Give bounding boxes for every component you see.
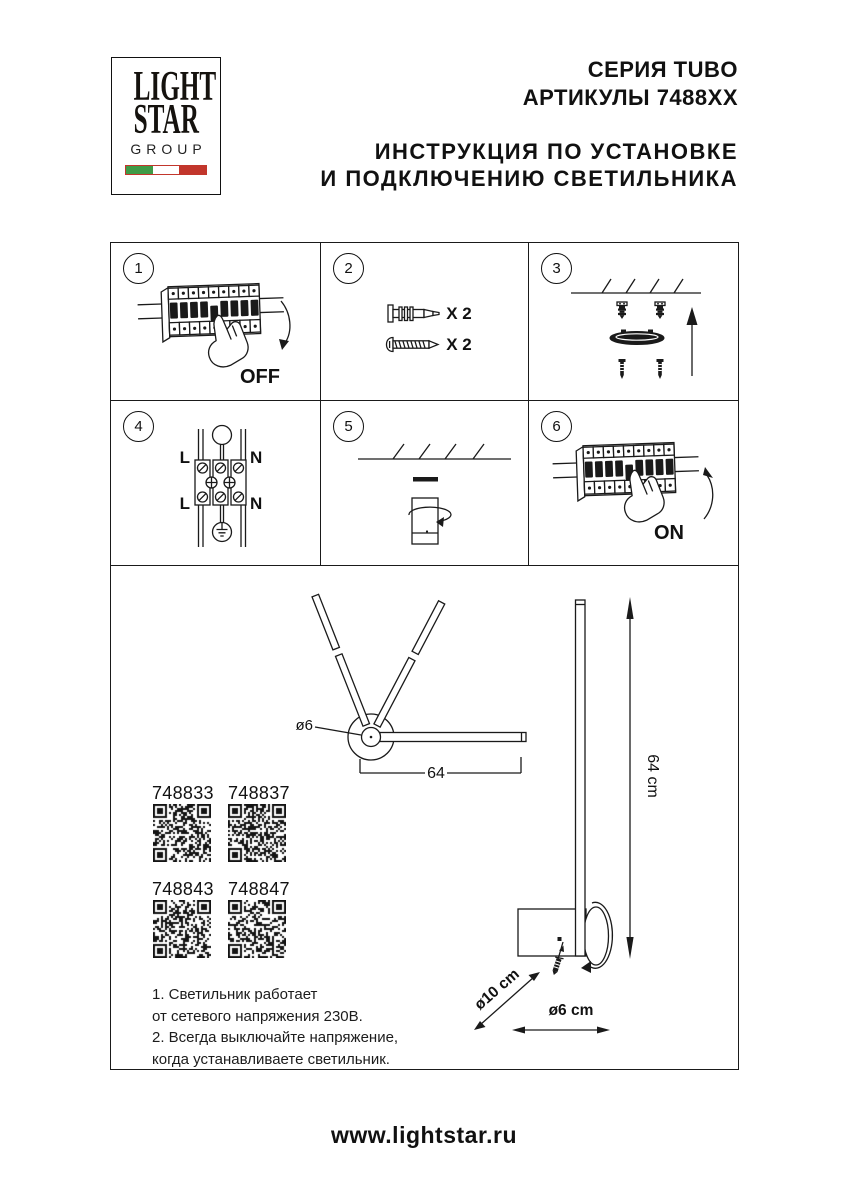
logo-text-group: GROUP bbox=[130, 141, 207, 157]
dim-line-height bbox=[626, 597, 633, 959]
arrow-up-icon bbox=[687, 307, 698, 376]
instruction-title bbox=[320, 138, 738, 192]
terminal-label-l-top: L bbox=[179, 448, 190, 467]
lamp-tube-horizontal bbox=[380, 733, 526, 742]
step-2-number-badge: 2 bbox=[333, 253, 364, 284]
lamp-side-view bbox=[471, 597, 661, 1034]
terminal-block-icon bbox=[195, 460, 246, 505]
step-4-number-badge: 4 bbox=[123, 411, 154, 442]
step-3-number-badge: 3 bbox=[541, 253, 572, 284]
note-line: от сетевого напряжения 230В. bbox=[152, 1007, 363, 1025]
screw-icon bbox=[619, 359, 626, 379]
document-header bbox=[320, 56, 738, 192]
arrow-down-icon bbox=[279, 301, 290, 350]
on-label: ON bbox=[654, 522, 684, 544]
step-3-cell bbox=[529, 243, 738, 401]
terminal-label-n-top: N bbox=[250, 448, 263, 467]
article-number: 748843 bbox=[152, 879, 214, 899]
qr-code bbox=[153, 900, 211, 958]
article-number: 748837 bbox=[228, 783, 290, 803]
dim-line-base-width bbox=[512, 1027, 610, 1034]
step-4-cell bbox=[111, 401, 321, 566]
article-number: 748833 bbox=[152, 783, 214, 803]
logo-text-star: STAR bbox=[133, 97, 199, 143]
lamp-wire-end-icon bbox=[213, 426, 232, 445]
note-line: когда устанавливаете светильник. bbox=[152, 1050, 390, 1068]
wall-plug-icon bbox=[617, 302, 627, 319]
instruction-grid bbox=[110, 242, 739, 1070]
step-6-number-badge: 6 bbox=[541, 411, 572, 442]
wall-plug-qty-label: X 2 bbox=[446, 304, 472, 323]
series-title: СЕРИЯ TUBO bbox=[587, 57, 738, 82]
qr-code bbox=[228, 900, 286, 958]
lamp-base-endcap bbox=[584, 907, 609, 965]
terminal-label-l-bottom: L bbox=[179, 494, 190, 513]
articles-title: АРТИКУЛЫ 7488XX bbox=[522, 85, 738, 110]
mounting-plate-icon bbox=[610, 330, 664, 345]
article-number: 748847 bbox=[228, 879, 290, 899]
step-5-number-badge: 5 bbox=[333, 411, 364, 442]
flag-red-stripe bbox=[179, 166, 206, 174]
step-1-number-badge: 1 bbox=[123, 253, 154, 284]
website-url: www.lightstar.ru bbox=[330, 1122, 518, 1148]
lamp-tube-rotated-left bbox=[312, 594, 369, 726]
lamp-tube-vertical bbox=[576, 600, 586, 956]
ceiling-hatch-icon bbox=[571, 279, 701, 293]
dim-base-width: ø6 cm bbox=[548, 1002, 594, 1019]
lightstar-logo bbox=[111, 57, 221, 195]
mounting-plate-icon bbox=[413, 477, 438, 482]
wall-plug-icon bbox=[655, 302, 665, 319]
screw-icon bbox=[387, 338, 439, 352]
arrow-up-icon bbox=[703, 467, 713, 519]
logo-text-light: LIGHT bbox=[133, 64, 217, 110]
qr-code bbox=[153, 804, 211, 862]
terminal-label-n-bottom: N bbox=[250, 494, 263, 513]
screw-icon bbox=[657, 359, 664, 379]
dim-side-height: 64 cm bbox=[644, 754, 661, 798]
dim-top-length: 64 bbox=[427, 765, 445, 782]
step-1-cell bbox=[111, 243, 321, 401]
flag-green-stripe bbox=[126, 166, 153, 174]
instruction-title-line2: И ПОДКЛЮЧЕНИЮ СВЕТИЛЬНИКА bbox=[320, 166, 738, 191]
qr-code bbox=[228, 804, 286, 862]
dimensions-cell bbox=[111, 566, 738, 1069]
instruction-title-line1: ИНСТРУКЦИЯ ПО УСТАНОВКЕ bbox=[374, 139, 738, 164]
breaker-panel-icon bbox=[137, 283, 285, 343]
earth-symbol-icon bbox=[213, 523, 232, 542]
safety-notes bbox=[152, 984, 398, 1070]
ceiling-hatch-icon bbox=[358, 444, 511, 459]
wall-plug-icon bbox=[388, 305, 439, 322]
step-2-cell bbox=[321, 243, 529, 401]
italian-flag-icon bbox=[125, 165, 207, 175]
flag-white-stripe bbox=[153, 166, 180, 174]
note-line: 1. Светильник работает bbox=[152, 986, 318, 1003]
lamp-top-view bbox=[295, 594, 526, 782]
dim-top-diameter: ø6 bbox=[295, 717, 313, 734]
note-line: 2. Всегда выключайте напряжение, bbox=[152, 1029, 399, 1046]
breaker-panel-icon bbox=[552, 442, 700, 502]
step-5-cell bbox=[321, 401, 529, 566]
step-6-cell bbox=[529, 401, 738, 566]
fixture-body-icon bbox=[412, 498, 438, 544]
off-label: OFF bbox=[240, 366, 280, 388]
lamp-tube-rotated-right bbox=[374, 601, 445, 727]
screw-qty-label: X 2 bbox=[446, 335, 472, 354]
dim-base-diameter: ø10 cm bbox=[471, 965, 523, 1014]
